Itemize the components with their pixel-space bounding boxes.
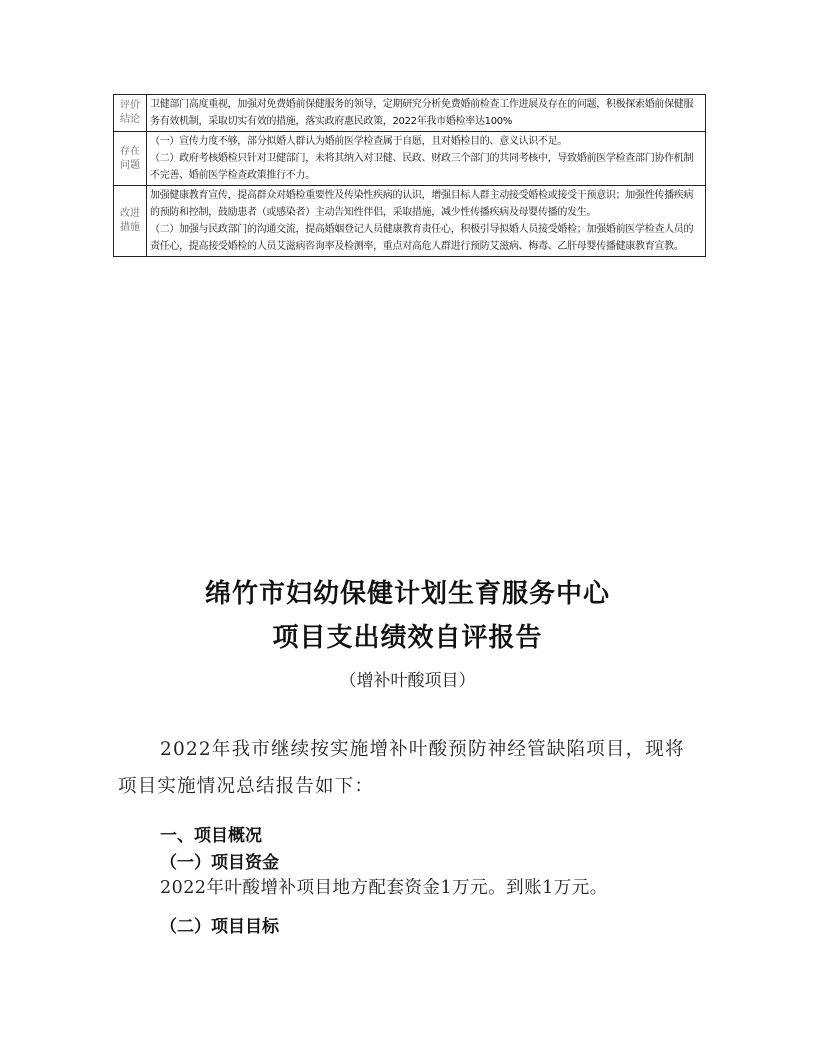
evaluation-table bbox=[113, 94, 706, 257]
row-paragraph: （二）加强与民政部门的沟通交流，提高婚姻登记人员健康教育责任心，积极引导拟婚人员接受婚检；加强婚前医学检查人员的责任心，提高接受婚检的人员艾滋病咨询率及检测率，重点对高危人群进行预防艾滋病、梅毒、乙肝母婴传播健康教育宣教。 bbox=[150, 224, 694, 252]
row-content bbox=[147, 95, 706, 132]
subsection-heading-funds: （一）项目资金 bbox=[160, 853, 279, 873]
row-content bbox=[147, 186, 706, 257]
row-content bbox=[147, 132, 706, 186]
table-row bbox=[114, 132, 706, 186]
row-paragraph: 加强健康教育宣传，提高群众对婚检重要性及传染性疾病的认识，增强目标人群主动接受婚检或接受干预意识；加强性传播疾病的预防和控制，鼓励患者（或感染者）主动告知性伴侣，采取措施，减少性传播疾病及母婴传播的发生。 bbox=[150, 190, 694, 218]
row-paragraph: （一）宣传力度不够，部分拟婚人群认为婚前医学检查属于自愿，且对婚检目的、意义认识不足。 bbox=[150, 136, 568, 147]
report-subtitle: （增补叶酸项目） bbox=[339, 671, 476, 691]
row-label: 评价 结论 bbox=[114, 95, 147, 132]
report-title-line2: 项目支出绩效自评报告 bbox=[272, 623, 543, 653]
report-title-line1: 绵竹市妇幼保健计划生育服务中心 bbox=[204, 579, 610, 609]
report-header bbox=[0, 575, 815, 693]
row-label: 改进 措施 bbox=[114, 186, 147, 257]
row-paragraph: （二）政府考核婚检只针对卫健部门，未将其纳入对卫健、民政、财政三个部门的共同考核中，导致婚前医学检查部门协作机制不完善、婚前医学检查政策推行不力。 bbox=[150, 153, 694, 181]
table-row bbox=[114, 186, 706, 257]
intro-paragraph: 2022年我市继续按实施增补叶酸预防神经管缺陷项目，现将项目实施情况总结报告如下： bbox=[118, 739, 685, 797]
funds-text: 2022年叶酸增补项目地方配套资金1万元。到账1万元。 bbox=[160, 878, 608, 898]
section-heading-overview: 一、项目概况 bbox=[160, 826, 262, 846]
table-row bbox=[114, 95, 706, 132]
row-paragraph: 卫健部门高度重视，加强对免费婚前保健服务的领导，定期研究分析免费婚前检查工作进展及存在的问题，积极探索婚前保健服务有效机制，采取切实有效的措施，落实政府惠民政策，2022年我市婚检率达100% bbox=[150, 99, 694, 127]
subsection-heading-goals: （二）项目目标 bbox=[160, 917, 279, 937]
row-label: 存在 问题 bbox=[114, 132, 147, 186]
